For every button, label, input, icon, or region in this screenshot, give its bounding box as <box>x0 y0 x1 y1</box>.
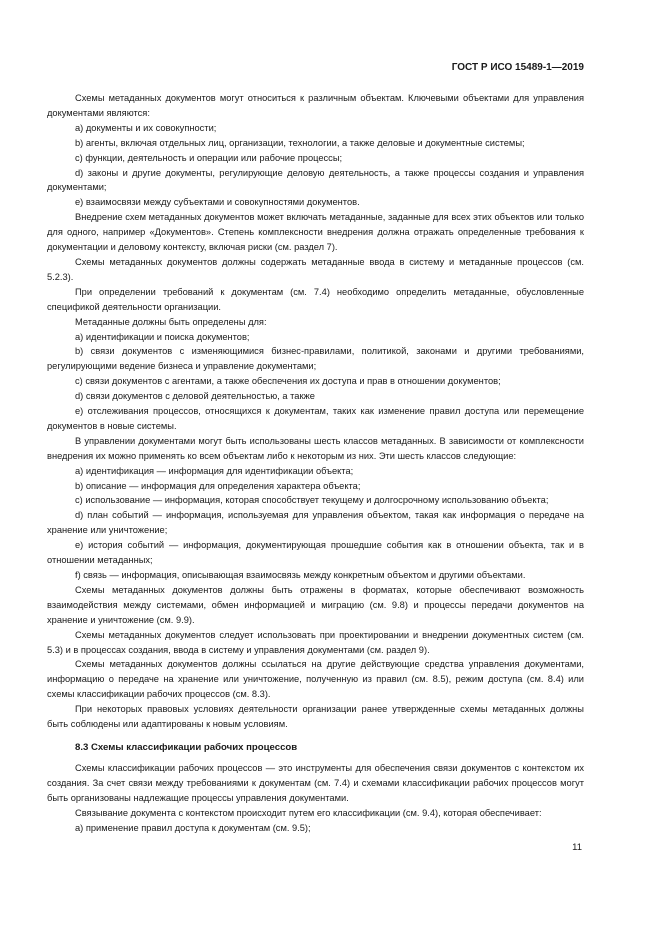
list-item: c) связи документов с агентами, а также обеспечения их доступа и прав в отношении документов; <box>75 376 501 387</box>
paragraph: Схемы метаданных документов должны содержать метаданные ввода в систему и метаданные процессов (см. 5.2.3). <box>47 256 584 282</box>
paragraph: Связывание документа с контекстом происходит путем его классификации (см. 9.4), которая обеспечивает: <box>75 807 542 818</box>
paragraph: Схемы метаданных документов следует использовать при проектировании и внедрении документных систем (см. 5.3) и в процессах создания, ввода в систему и управления документами (см. раздел 9). <box>47 629 584 655</box>
paragraph: Схемы метаданных документов могут относиться к различным объектам. Ключевыми объектами для управления документами являются: <box>47 93 584 118</box>
list-item: a) идентификация — информация для идентификации объекта; <box>75 465 354 476</box>
list-item: b) описание — информация для определения характера объекта; <box>75 480 361 491</box>
list-item: e) взаимосвязи между субъектами и совокупностями документов. <box>75 197 360 208</box>
section-heading: 8.3 Схемы классификации рабочих процессов <box>75 741 298 753</box>
list-item: e) отслеживания процессов, относящихся к документам, таких как изменение правил доступа или перемещение документов в новые системы. <box>47 406 584 431</box>
paragraph: При определении требований к документам (см. 7.4) необходимо определить метаданные, обусловленные спецификой деятельности организации. <box>47 286 584 312</box>
list-item: b) агенты, включая отдельных лиц, организации, технологии, а также деловые и документные системы; <box>75 137 525 148</box>
list-item: e) история событий — информация, документирующая прошедшие события как в отношении объекта, так и в отношении метаданных; <box>47 540 584 566</box>
list-item: c) функции, деятельность и операции или рабочие процессы; <box>75 152 343 163</box>
list-item: f) связь — информация, описывающая взаимосвязь между конкретным объектом и другими объектами. <box>75 570 526 580</box>
list-item: a) идентификации и поиска документов; <box>75 331 250 342</box>
list-item: a) применение правил доступа к документам (см. 9.5); <box>75 822 311 833</box>
paragraph: Внедрение схем метаданных документов может включать метаданные, заданные для всех этих объектов или только для одного, например «Документов». Степень комплексности внедрения должна отражать определенные требования к документации и деловому контексту, включая риски (см. раздел 7). <box>47 212 584 253</box>
list-item: d) связи документов с деловой деятельностью, а также <box>75 391 315 402</box>
page-body <box>47 91 584 836</box>
paragraph: В управлении документами могут быть использованы шесть классов метаданных. В зависимости от комплексности внедрения их можно применять ко всем объектам либо к некоторым из них. Эти шесть классов следующие: <box>47 435 584 461</box>
standard-header: ГОСТ Р ИСО 15489-1—2019 <box>451 62 584 73</box>
list-item: c) использование — информация, которая способствует текущему и долгосрочному использованию объекта; <box>75 495 549 506</box>
page-number: 11 <box>572 842 582 853</box>
paragraph: Схемы классификации рабочих процессов — это инструменты для обеспечения связи документов с контекстом их создания. За счет связи между требованиями к документам (см. 7.4) и схемами классификации рабочих процессов могут быть организованы надлежащие процессы управления документами. <box>47 762 584 803</box>
list-item: d) законы и другие документы, регулирующие деловую деятельность, а также процессы создания и управления документами; <box>47 167 584 193</box>
list-item: b) связи документов с изменяющимися бизнес-правилами, политикой, законами и другими требованиями, регулирующими ведение бизнеса и управление документами; <box>47 346 584 372</box>
paragraph: Схемы метаданных документов должны быть отражены в форматах, которые обеспечивают возможность взаимодействия между системами, обмен информацией и миграцию (см. 9.8) и процессы передачи документов на хранение и уничтожение (см. 9.9). <box>47 584 584 625</box>
list-item: a) документы и их совокупности; <box>75 122 217 133</box>
paragraph: Метаданные должны быть определены для: <box>75 316 267 327</box>
list-item: d) план событий — информация, используемая для управления объектом, такая как информация о передаче на хранение или уничтожение; <box>47 510 584 536</box>
paragraph: Схемы метаданных документов должны ссылаться на другие действующие средства управления документами, информацию о передаче на хранение или уничтожение, полученную из правил (см. 8.5), режим доступа (см. 8.4) или схемы классификации рабочих процессов (см. 8.3). <box>47 659 584 700</box>
paragraph: При некоторых правовых условиях деятельности организации ранее утвержденные схемы метаданных должны быть соблюдены или адаптированы к новым условиям. <box>47 704 584 730</box>
